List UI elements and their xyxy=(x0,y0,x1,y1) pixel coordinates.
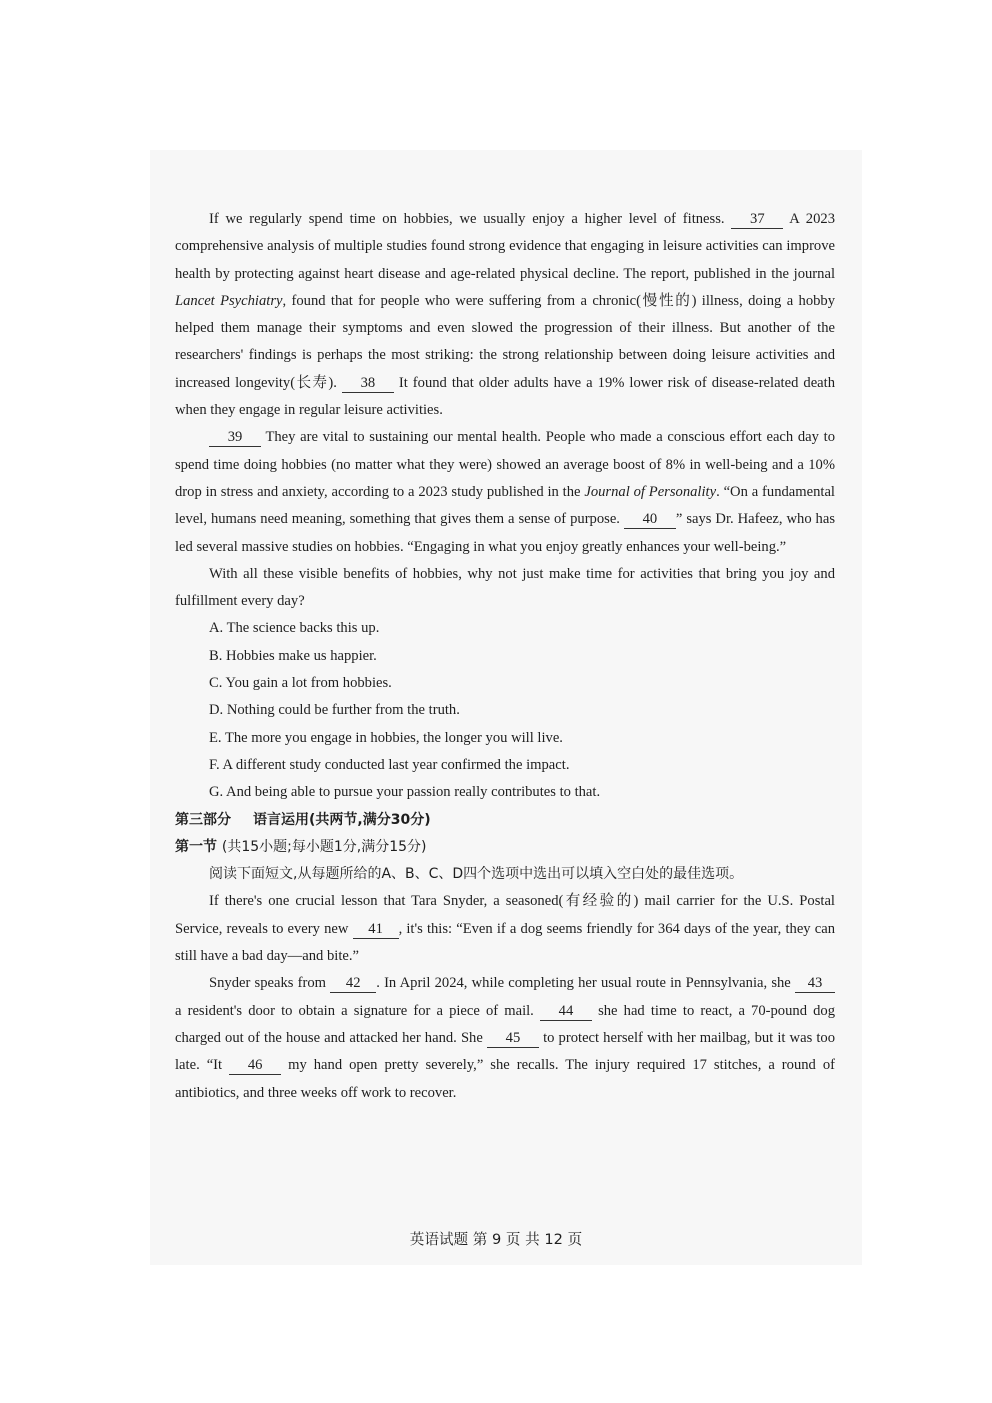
text-run: ” says Dr. Hafeez, who has led several massive studies on hobbies. “Engaging in what you enjoy greatly enhances your well-being.” xyxy=(175,511,836,555)
blank-39: 39 xyxy=(209,428,261,447)
paragraph xyxy=(175,970,835,1106)
text-run: she had time to react, a 70-pound dog charged out of the house and attacked her hand. She xyxy=(175,1002,836,1046)
text-run: It found that older adults have a 19% lower risk of disease-related death when they engage in regular leisure activities. xyxy=(175,374,835,419)
option-g: G. And being able to pursue your passion really contributes to that. xyxy=(209,784,601,801)
paragraph xyxy=(175,888,835,970)
blank-40: 40 xyxy=(624,510,676,529)
text-run: Snyder speaks from xyxy=(209,975,327,992)
text-run: They are vital to sustaining our mental health. People who made a conscious effort each day to spend time doing hobbies (no matter what they were) showed an average boost of 8% in well-being and a 10% drop in stress and anxiety, according to a 2023 study published in the xyxy=(175,429,835,500)
option-a: A. The science backs this up. xyxy=(209,620,380,637)
journal-name: Lancet Psychiatry xyxy=(175,292,283,309)
text-run: A 2023 comprehensive analysis of multiple studies found strong evidence that engaging in leisure activities can improve health by protecting against heart disease and age-related physical decline. The report, published in the journal xyxy=(175,211,835,282)
option-e: E. The more you engage in hobbies, the longer you will live. xyxy=(209,729,563,746)
section-title: 第三部分 xyxy=(175,811,231,828)
option-c: C. You gain a lot from hobbies. xyxy=(209,675,392,692)
subsection-title: 第一节 xyxy=(175,838,217,855)
text-run: a resident's door to obtain a signature for a piece of mail. xyxy=(175,1002,534,1019)
section-heading xyxy=(175,807,835,834)
blank-44: 44 xyxy=(540,1002,592,1021)
page-content xyxy=(175,206,835,1107)
blank-46: 46 xyxy=(229,1056,281,1075)
option-b: B. Hobbies make us happier. xyxy=(209,647,377,664)
blank-37: 37 xyxy=(731,210,783,229)
blank-42: 42 xyxy=(330,974,376,993)
text-run: , it's this: “Even if a dog seems friendly for 364 days of the year, they can still have a bad day—and bite.” xyxy=(175,920,835,965)
blank-41: 41 xyxy=(353,920,399,939)
paragraph xyxy=(175,206,835,424)
blank-45: 45 xyxy=(487,1029,539,1048)
text-run: . “On a fundamental level, humans need meaning, something that gives them a sense of purpose. xyxy=(175,483,835,528)
paragraph: With all these visible benefits of hobbies, why not just make time for activities that bring you joy and fulfillment every day? xyxy=(175,565,835,610)
section-title-detail: 语言运用(共两节,满分30分) xyxy=(253,811,431,828)
blank-43: 43 xyxy=(795,974,835,993)
text-run: If we regularly spend time on hobbies, we usually enjoy a higher level of fitness. xyxy=(209,211,725,227)
text-run: my hand open pretty severely,” she recalls. The injury required 17 stitches, a round of antibiotics, and three weeks off work to recover. xyxy=(175,1057,835,1101)
option-f: F. A different study conducted last year confirmed the impact. xyxy=(209,756,570,773)
instruction: 阅读下面短文,从每题所给的A、B、C、D四个选项中选出可以填入空白处的最佳选项。 xyxy=(209,866,744,883)
paragraph xyxy=(175,424,835,560)
text-run: . In April 2024, while completing her usual route in Pennsylvania, she xyxy=(376,975,791,992)
page-footer: 英语试题 第 9 页 共 12 页 xyxy=(409,1231,583,1248)
subsection-detail: (共15小题;每小题1分,满分15分) xyxy=(221,838,427,855)
option-d: D. Nothing could be further from the truth. xyxy=(209,702,460,719)
text-run: If there's one crucial lesson that Tara Snyder, a seasoned(有经验的) mail carrier for the U.S. Postal Service, reveals to every new xyxy=(175,893,835,937)
journal-name: Journal of Personality xyxy=(584,483,717,500)
blank-38: 38 xyxy=(342,374,394,393)
subsection-heading xyxy=(175,834,835,861)
text-run: , found that for people who were suffering from a chronic(慢性的) illness, doing a hobby helped them manage their symptoms and even slowed the progression of their illness. But another of the researchers' findings is perhaps the most striking: the strong relationship between doing leisure activities and increased longevity(长寿). xyxy=(175,292,836,391)
text-run: to protect herself with her mailbag, but it was too late. “It xyxy=(175,1029,836,1074)
